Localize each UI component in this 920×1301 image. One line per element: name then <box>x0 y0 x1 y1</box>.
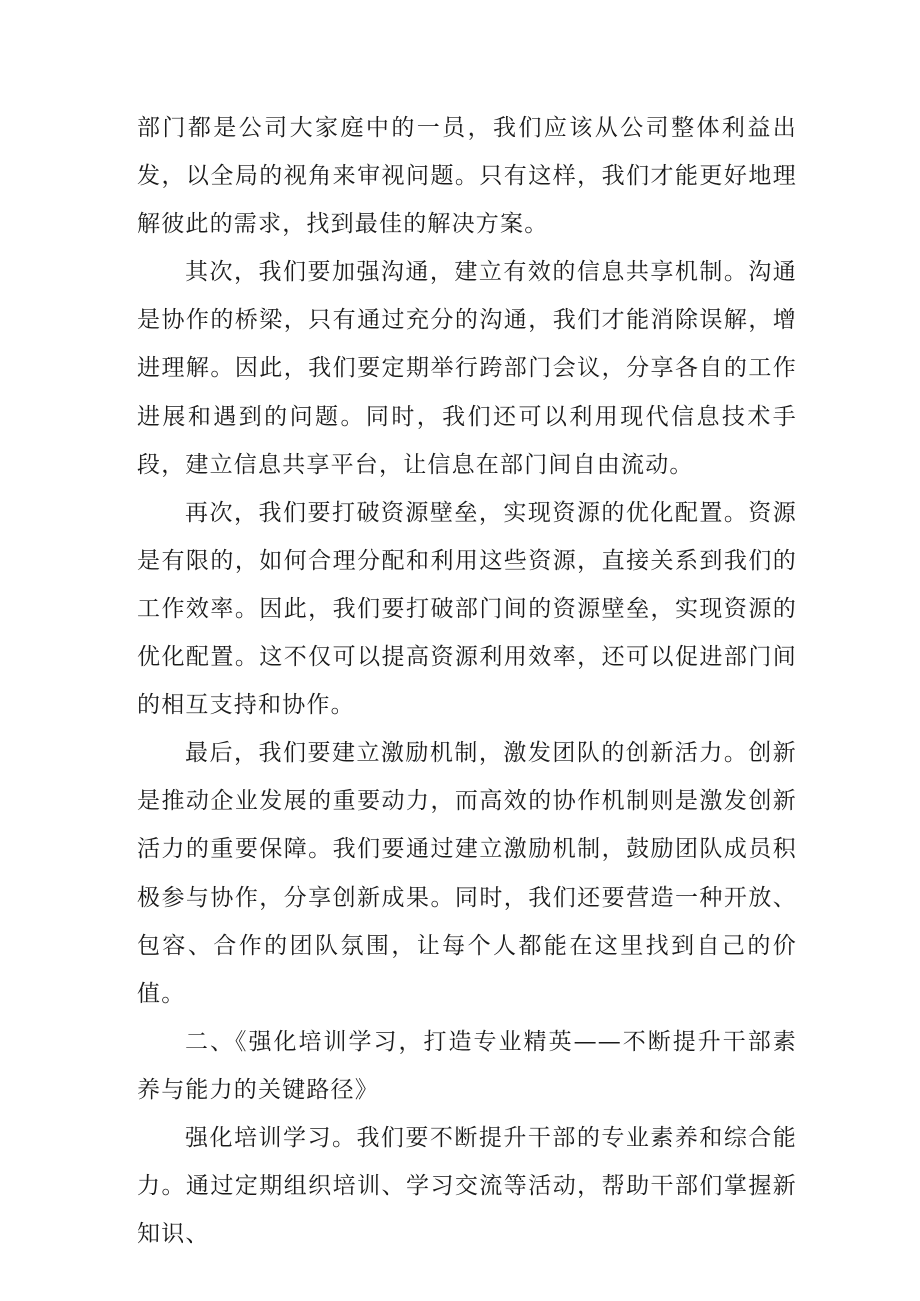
paragraph-incentives: 最后，我们要建立激励机制，激发团队的创新活力。创新是推动企业发展的重要动力，而高效的协作机制则是激发创新活力的重要保障。我们要通过建立激励机制，鼓励团队成员积极参与协作，分享创新成果。同时，我们还要营造一种开放、包容、合作的团队氛围，让每个人都能在这里找到自己的价值。 <box>137 740 797 1007</box>
paragraph-training: 强化培训学习。我们要不断提升干部的专业素养和综合能力。通过定期组织培训、学习交流等活动，帮助干部们掌握新知识、 <box>137 1124 797 1248</box>
paragraph-continuation: 部门都是公司大家庭中的一员，我们应该从公司整体利益出发，以全局的视角来审视问题。只有这样，我们才能更好地理解彼此的需求，找到最佳的解决方案。 <box>137 115 797 238</box>
document-body <box>137 104 797 1258</box>
paragraph-resources: 再次，我们要打破资源壁垒，实现资源的优化配置。资源是有限的，如何合理分配和利用这些资源，直接关系到我们的工作效率。因此，我们要打破部门间的资源壁垒，实现资源的优化配置。这不仅可以提高资源利用效率，还可以促进部门间的相互支持和协作。 <box>137 499 797 719</box>
paragraph-communication: 其次，我们要加强沟通，建立有效的信息共享机制。沟通是协作的桥梁，只有通过充分的沟通，我们才能消除误解，增进理解。因此，我们要定期举行跨部门会议，分享各自的工作进展和遇到的问题。同时，我们还可以利用现代信息技术手段，建立信息共享平台，让信息在部门间自由流动。 <box>137 259 797 478</box>
section-heading: 二、《强化培训学习，打造专业精英——不断提升干部素养与能力的关键路径》 <box>137 1028 797 1103</box>
